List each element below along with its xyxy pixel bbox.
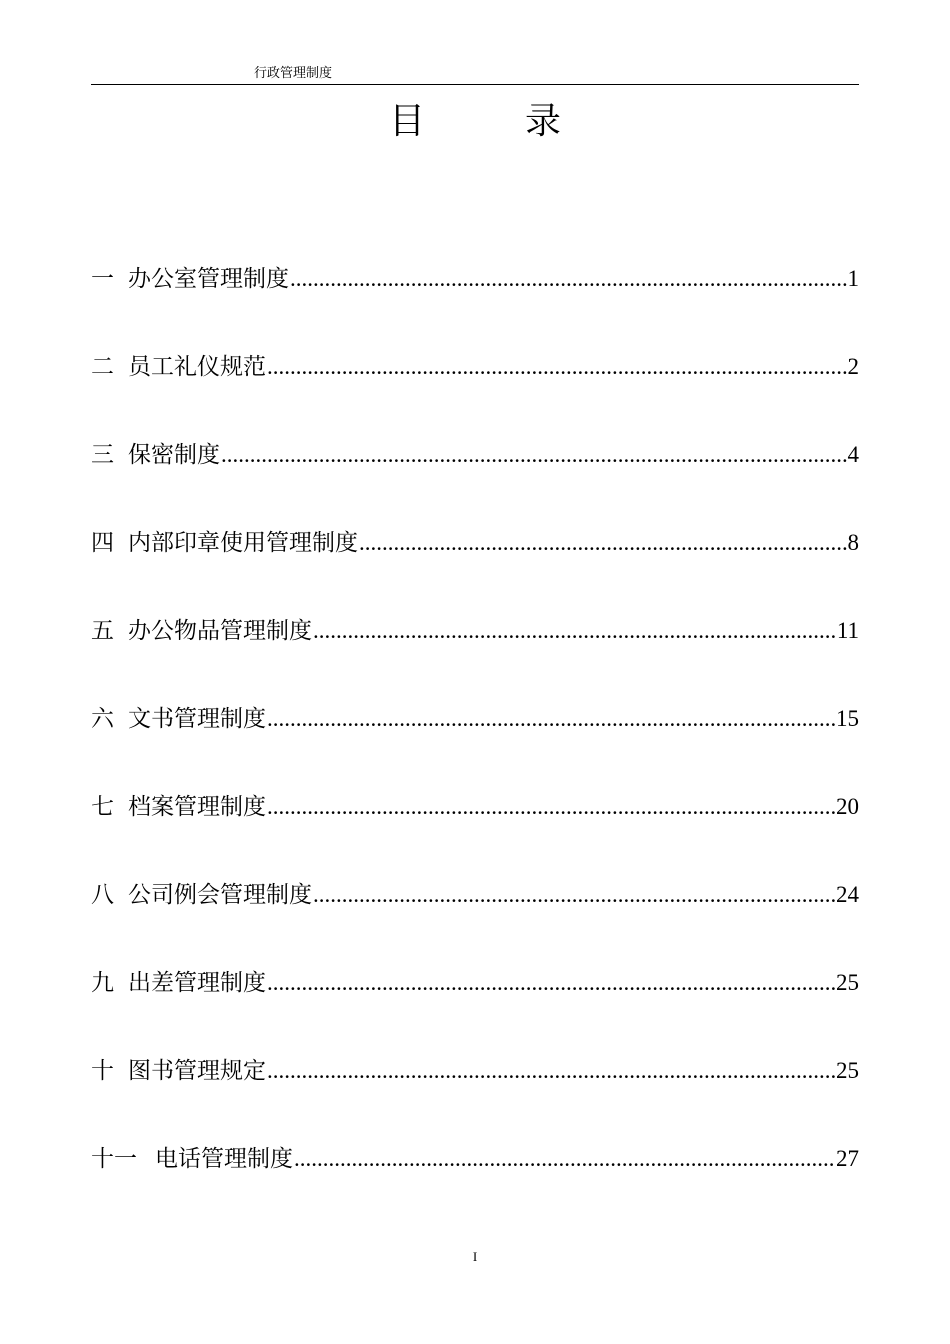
toc-dot-leader [359,526,847,560]
toc-entry-page[interactable]: 4 [847,442,859,467]
toc-dot-leader [290,262,847,296]
toc-dot-leader [267,702,835,736]
toc-entry-page[interactable]: 8 [847,530,859,555]
toc-entry-page[interactable]: 25 [836,1058,859,1083]
toc-entry-number: 二 [91,354,114,380]
page-number: I [472,1249,478,1264]
toc-entry-page[interactable]: 1 [847,266,859,291]
toc-dot-leader [221,438,847,472]
toc-entry-label[interactable]: 文书管理制度 [128,706,266,732]
toc-entry-number: 六 [91,706,114,732]
toc-entry-number: 九 [91,970,114,996]
toc-entry-page[interactable]: 27 [836,1146,859,1171]
toc-entry-label[interactable]: 公司例会管理制度 [128,882,312,908]
toc-entry-number: 七 [91,794,114,820]
toc-entry-number: 一 [91,266,114,292]
toc-entry-number: 三 [91,442,114,468]
toc-entry-page[interactable]: 15 [836,706,859,731]
toc-entry-number: 十 [91,1058,114,1084]
toc-entry-number: 十一 [91,1146,137,1172]
toc-entry-label[interactable]: 办公室管理制度 [128,266,289,292]
toc-entry-label[interactable]: 电话管理制度 [155,1146,293,1172]
toc-title-char-2: 录 [525,101,562,142]
toc-dot-leader [267,790,835,824]
toc-entry-label[interactable]: 内部印章使用管理制度 [128,530,358,556]
toc-entry-page[interactable]: 24 [836,882,859,907]
toc-entry-label[interactable]: 出差管理制度 [128,970,266,996]
toc-entry[interactable] [91,262,859,350]
toc-entry-number: 八 [91,882,114,908]
toc-entry-number: 四 [91,530,114,556]
toc-entry-label[interactable]: 员工礼仪规范 [128,354,266,380]
toc-entry[interactable] [91,966,859,1054]
toc-entry[interactable] [91,526,859,614]
toc-entry[interactable] [91,1142,859,1230]
toc-entry-label[interactable]: 保密制度 [128,442,220,468]
toc-entry[interactable] [91,790,859,878]
toc-entry-number: 五 [91,618,114,644]
toc-entry-page[interactable]: 20 [836,794,859,819]
toc-entry[interactable] [91,702,859,790]
toc-dot-leader [267,1054,835,1088]
toc-entry[interactable] [91,350,859,438]
toc-entry[interactable] [91,1054,859,1142]
toc-dot-leader [267,350,847,384]
toc-entry-page[interactable]: 25 [836,970,859,995]
toc-entry-label[interactable]: 图书管理规定 [128,1058,266,1084]
toc-dot-leader [313,878,835,912]
toc-dot-leader [313,614,836,648]
header-title: 行政管理制度 [254,66,333,81]
toc-entry-page[interactable]: 11 [836,618,859,643]
toc-entry[interactable] [91,878,859,966]
toc-title-char-1: 目 [388,101,425,142]
toc-entry[interactable] [91,438,859,526]
toc-list [91,262,859,1230]
toc-entry-label[interactable]: 办公物品管理制度 [128,618,312,644]
page-header [91,62,859,85]
toc-title [0,98,950,146]
toc-dot-leader [267,966,835,1000]
toc-dot-leader [294,1142,835,1176]
toc-entry-page[interactable]: 2 [847,354,859,379]
toc-entry[interactable] [91,614,859,702]
toc-entry-label[interactable]: 档案管理制度 [128,794,266,820]
